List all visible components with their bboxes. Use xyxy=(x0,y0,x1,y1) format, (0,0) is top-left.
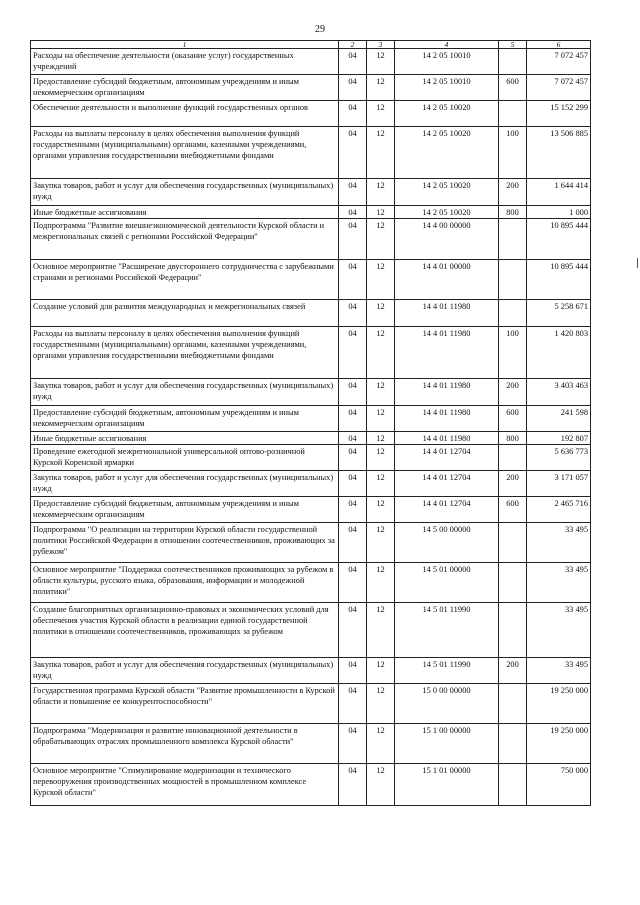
table-row xyxy=(31,49,591,75)
row-name: Закупка товаров, работ и услуг для обеспечения государственных (муниципальных) нужд xyxy=(31,471,339,497)
column-header: 1 xyxy=(31,41,339,49)
amount: 33 495 xyxy=(527,523,591,563)
subsection-code: 12 xyxy=(367,432,395,445)
subsection-code: 12 xyxy=(367,327,395,379)
table-row xyxy=(31,523,591,563)
target-article-code: 14 2 05 10020 xyxy=(395,127,499,179)
section-code: 04 xyxy=(339,764,367,806)
amount: 33 495 xyxy=(527,563,591,603)
amount: 241 598 xyxy=(527,406,591,432)
subsection-code: 12 xyxy=(367,471,395,497)
row-name: Обеспечение деятельности и выполнение функций государственных органов xyxy=(31,101,339,127)
target-article-code: 14 2 05 10020 xyxy=(395,206,499,219)
section-code: 04 xyxy=(339,300,367,327)
subsection-code: 12 xyxy=(367,724,395,764)
table-row xyxy=(31,260,591,300)
row-name: Предоставление субсидий бюджетным, автономным учреждениям и иным некоммерческим организациям xyxy=(31,75,339,101)
expense-type-code xyxy=(499,445,527,471)
target-article-code: 15 1 00 00000 xyxy=(395,724,499,764)
expense-type-code xyxy=(499,49,527,75)
amount: 3 171 057 xyxy=(527,471,591,497)
subsection-code: 12 xyxy=(367,260,395,300)
amount: 5 636 773 xyxy=(527,445,591,471)
subsection-code: 12 xyxy=(367,764,395,806)
subsection-code: 12 xyxy=(367,179,395,206)
amount: 1 644 414 xyxy=(527,179,591,206)
target-article-code: 14 4 01 11980 xyxy=(395,432,499,445)
row-name: Основное мероприятие "Поддержка соотечественников проживающих за рубежом в области культуры, русского языка, образования, информации и молодежной политики" xyxy=(31,563,339,603)
table-row xyxy=(31,471,591,497)
target-article-code: 14 5 01 11990 xyxy=(395,658,499,684)
section-code: 04 xyxy=(339,206,367,219)
column-header: 4 xyxy=(395,41,499,49)
target-article-code: 14 4 01 11980 xyxy=(395,300,499,327)
amount: 1 420 803 xyxy=(527,327,591,379)
table-row xyxy=(31,603,591,658)
row-name: Расходы на обеспечение деятельности (оказание услуг) государственных учреждений xyxy=(31,49,339,75)
expense-type-code xyxy=(499,219,527,260)
column-header: 3 xyxy=(367,41,395,49)
target-article-code: 15 1 01 00000 xyxy=(395,764,499,806)
target-article-code: 14 2 05 10020 xyxy=(395,179,499,206)
column-header: 5 xyxy=(499,41,527,49)
target-article-code: 14 5 01 11990 xyxy=(395,603,499,658)
target-article-code: 14 5 00 00000 xyxy=(395,523,499,563)
amount: 1 000 xyxy=(527,206,591,219)
row-name: Проведение ежегодной межрегиональной универсальной оптово-розничной Курской Коренской ярмарки xyxy=(31,445,339,471)
target-article-code: 14 2 05 10020 xyxy=(395,101,499,127)
expense-type-code: 600 xyxy=(499,497,527,523)
amount: 750 000 xyxy=(527,764,591,806)
row-name: Закупка товаров, работ и услуг для обеспечения государственных (муниципальных) нужд xyxy=(31,179,339,206)
section-code: 04 xyxy=(339,523,367,563)
table-row xyxy=(31,379,591,406)
amount: 19 250 000 xyxy=(527,684,591,724)
budget-table xyxy=(30,40,591,806)
row-name: Государственная программа Курской области "Развитие промышленности в Курской области и повышение ее конкурентоспособности" xyxy=(31,684,339,724)
table-row xyxy=(31,406,591,432)
subsection-code: 12 xyxy=(367,300,395,327)
expense-type-code xyxy=(499,724,527,764)
expense-type-code: 200 xyxy=(499,471,527,497)
subsection-code: 12 xyxy=(367,127,395,179)
table-row xyxy=(31,127,591,179)
row-name: Закупка товаров, работ и услуг для обеспечения государственных (муниципальных) нужд xyxy=(31,658,339,684)
amount: 19 250 000 xyxy=(527,724,591,764)
scan-edge-mark xyxy=(637,258,638,268)
section-code: 04 xyxy=(339,658,367,684)
expense-type-code: 800 xyxy=(499,206,527,219)
section-code: 04 xyxy=(339,406,367,432)
subsection-code: 12 xyxy=(367,101,395,127)
section-code: 04 xyxy=(339,127,367,179)
expense-type-code: 600 xyxy=(499,406,527,432)
row-name: Подпрограмма "Модернизация и развитие инновационной деятельности в обрабатывающих отраслях промышленного комплекса Курской области" xyxy=(31,724,339,764)
table-row xyxy=(31,327,591,379)
row-name: Предоставление субсидий бюджетным, автономным учреждениям и иным некоммерческим организациям xyxy=(31,406,339,432)
subsection-code: 12 xyxy=(367,658,395,684)
row-name: Основное мероприятие "Стимулирование модернизации и технического перевооружения производственных мощностей в промышленном комплексе Курской области" xyxy=(31,764,339,806)
subsection-code: 12 xyxy=(367,603,395,658)
expense-type-code: 100 xyxy=(499,327,527,379)
target-article-code: 14 4 01 11980 xyxy=(395,327,499,379)
amount: 10 895 444 xyxy=(527,219,591,260)
subsection-code: 12 xyxy=(367,563,395,603)
table-row xyxy=(31,445,591,471)
amount: 33 495 xyxy=(527,658,591,684)
target-article-code: 14 4 00 00000 xyxy=(395,219,499,260)
section-code: 04 xyxy=(339,497,367,523)
expense-type-code: 200 xyxy=(499,658,527,684)
expense-type-code xyxy=(499,684,527,724)
subsection-code: 12 xyxy=(367,75,395,101)
target-article-code: 14 4 01 12704 xyxy=(395,471,499,497)
expense-type-code xyxy=(499,260,527,300)
amount: 33 495 xyxy=(527,603,591,658)
subsection-code: 12 xyxy=(367,406,395,432)
column-header: 6 xyxy=(527,41,591,49)
table-row xyxy=(31,724,591,764)
section-code: 04 xyxy=(339,75,367,101)
table-row xyxy=(31,219,591,260)
amount: 3 403 463 xyxy=(527,379,591,406)
expense-type-code: 800 xyxy=(499,432,527,445)
table-row xyxy=(31,658,591,684)
target-article-code: 14 5 01 00000 xyxy=(395,563,499,603)
table-row xyxy=(31,764,591,806)
subsection-code: 12 xyxy=(367,497,395,523)
table-row xyxy=(31,432,591,445)
row-name: Расходы на выплаты персоналу в целях обеспечения выполнения функций государственными (муниципальными) органами, казенными учреждениями, органами управления государственными внебюджетными фондами xyxy=(31,327,339,379)
target-article-code: 14 4 01 11980 xyxy=(395,379,499,406)
row-name: Подпрограмма "Развитие внешнеэкономической деятельности Курской области и межрегиональных связей с регионами Российской Федерации" xyxy=(31,219,339,260)
target-article-code: 15 0 00 00000 xyxy=(395,684,499,724)
expense-type-code xyxy=(499,603,527,658)
table-row xyxy=(31,563,591,603)
amount: 7 072 457 xyxy=(527,49,591,75)
amount: 15 152 299 xyxy=(527,101,591,127)
target-article-code: 14 2 05 10010 xyxy=(395,49,499,75)
amount: 192 807 xyxy=(527,432,591,445)
expense-type-code: 200 xyxy=(499,179,527,206)
section-code: 04 xyxy=(339,603,367,658)
row-name: Предоставление субсидий бюджетным, автономным учреждениям и иным некоммерческим организациям xyxy=(31,497,339,523)
amount: 2 465 716 xyxy=(527,497,591,523)
row-name: Закупка товаров, работ и услуг для обеспечения государственных (муниципальных) нужд xyxy=(31,379,339,406)
section-code: 04 xyxy=(339,471,367,497)
section-code: 04 xyxy=(339,563,367,603)
expense-type-code xyxy=(499,563,527,603)
amount: 10 895 444 xyxy=(527,260,591,300)
target-article-code: 14 4 01 12704 xyxy=(395,497,499,523)
section-code: 04 xyxy=(339,445,367,471)
table-row xyxy=(31,300,591,327)
section-code: 04 xyxy=(339,101,367,127)
target-article-code: 14 4 01 12704 xyxy=(395,445,499,471)
section-code: 04 xyxy=(339,684,367,724)
expense-type-code xyxy=(499,523,527,563)
amount: 5 258 671 xyxy=(527,300,591,327)
subsection-code: 12 xyxy=(367,206,395,219)
section-code: 04 xyxy=(339,179,367,206)
row-name: Основное мероприятие "Расширение двустороннего сотрудничества с зарубежными странами и регионами Российской Федерации" xyxy=(31,260,339,300)
section-code: 04 xyxy=(339,327,367,379)
subsection-code: 12 xyxy=(367,49,395,75)
table-row xyxy=(31,206,591,219)
subsection-code: 12 xyxy=(367,445,395,471)
subsection-code: 12 xyxy=(367,684,395,724)
target-article-code: 14 4 01 11980 xyxy=(395,406,499,432)
page-number: 29 xyxy=(315,24,325,35)
expense-type-code xyxy=(499,101,527,127)
row-name: Иные бюджетные ассигнования xyxy=(31,432,339,445)
row-name: Иные бюджетные ассигнования xyxy=(31,206,339,219)
table-row xyxy=(31,101,591,127)
header-row xyxy=(31,41,591,49)
subsection-code: 12 xyxy=(367,219,395,260)
column-header: 2 xyxy=(339,41,367,49)
target-article-code: 14 4 01 00000 xyxy=(395,260,499,300)
row-name: Подпрограмма "О реализации на территории Курской области государственной политики Российской Федерации в отношении соотечественников, проживающих за рубежом" xyxy=(31,523,339,563)
table-row xyxy=(31,497,591,523)
table-row xyxy=(31,75,591,101)
subsection-code: 12 xyxy=(367,523,395,563)
section-code: 04 xyxy=(339,49,367,75)
section-code: 04 xyxy=(339,432,367,445)
expense-type-code: 600 xyxy=(499,75,527,101)
amount: 7 072 457 xyxy=(527,75,591,101)
subsection-code: 12 xyxy=(367,379,395,406)
amount: 13 506 885 xyxy=(527,127,591,179)
expense-type-code: 100 xyxy=(499,127,527,179)
section-code: 04 xyxy=(339,379,367,406)
expense-type-code: 200 xyxy=(499,379,527,406)
table-row xyxy=(31,179,591,206)
section-code: 04 xyxy=(339,219,367,260)
section-code: 04 xyxy=(339,260,367,300)
section-code: 04 xyxy=(339,724,367,764)
expense-type-code xyxy=(499,764,527,806)
row-name: Расходы на выплаты персоналу в целях обеспечения выполнения функций государственными (муниципальными) органами, казенными учреждениями, органами управления государственными внебюджетными фондами xyxy=(31,127,339,179)
target-article-code: 14 2 05 10010 xyxy=(395,75,499,101)
table-row xyxy=(31,684,591,724)
row-name: Создание условий для развития международных и межрегиональных связей xyxy=(31,300,339,327)
expense-type-code xyxy=(499,300,527,327)
row-name: Создание благоприятных организационно-правовых и экономических условий для обеспечения участия Курской области в реализации единой государственной политики в отношении соотечественников, проживающих за рубежом xyxy=(31,603,339,658)
